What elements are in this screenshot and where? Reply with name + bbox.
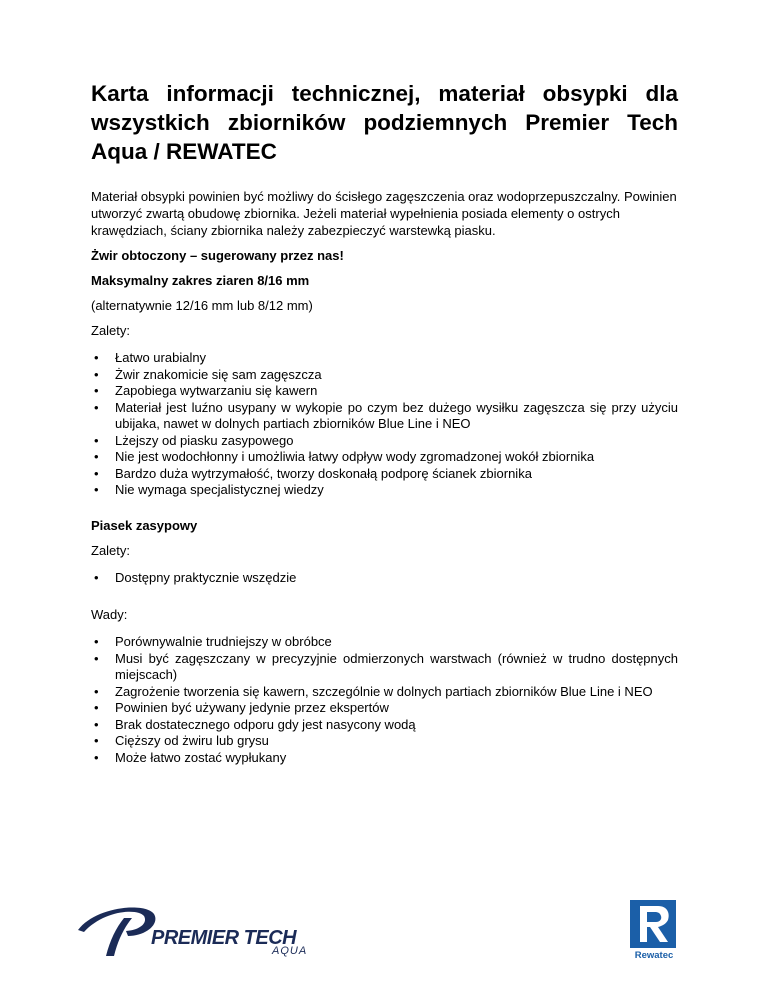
sand-heading: Piasek zasypowy [91,517,198,533]
list-item: • Porównywalnie trudniejszy w obróbce [91,634,678,651]
gravel-advantages-label: Zalety: [91,323,131,338]
intro-paragraph: Materiał obsypki powinien być możliwy do ścisłego zagęszczenia oraz wodoprzepuszczalny. Powinien utworzyć zwartą obudowę zbiornika. Jeżeli materiał wypełnienia posiada elementy o ostrych krawędziach, ściany zbiornika należy zabezpieczyć warstewką piasku. [91,189,677,238]
list-item: • Nie wymaga specjalistycznej wiedzy [91,482,678,499]
grain-alternative: (alternatywnie 12/16 mm lub 8/12 mm) [91,298,313,313]
rewatec-wordmark: Rewatec [634,950,674,961]
gravel-heading: Żwir obtoczony – sugerowany przez nas! [91,248,344,263]
list-item: • Może łatwo zostać wypłukany [91,750,678,767]
premier-tech-wordmark: PREMIER TECH [151,927,297,949]
list-item: • Brak dostatecznego odporu gdy jest nasycony wodą [91,717,678,734]
list-item: • Nie jest wodochłonny i umożliwia łatwy odpływ wody zgromadzonej wokół zbiornika [91,449,678,466]
list-item: • Cięższy od żwiru lub grysu [91,733,678,750]
list-item: • Lżejszy od piasku zasypowego [91,433,678,450]
gravel-advantages-list [91,350,678,499]
document-page [91,79,678,766]
sand-advantages-list [91,570,678,587]
list-item: • Łatwo urabialny [91,350,678,367]
list-item: • Materiał jest luźno usypany w wykopie po czym bez dużego wysiłku zagęszcza się przy użyciu ubijaka, nawet w dolnych partiach zbiorników Blue Line i NEO [91,400,678,433]
list-item: • Powinien być używany jedynie przez ekspertów [91,700,678,717]
list-item: • Dostępny praktycznie wszędzie [91,570,678,587]
sand-advantages-label: Zalety: [91,542,131,558]
list-item: • Musi być zagęszczany w precyzyjnie odmierzonych warstwach (również w trudno dostępnych miejscach) [91,651,678,684]
list-item: • Bardzo duża wytrzymałość, tworzy doskonałą podporę ścianek zbiornika [91,466,678,483]
sand-disadvantages-list [91,634,678,766]
sand-disadvantages-label: Wady: [91,607,128,622]
list-item: • Zapobiega wytwarzaniu się kawern [91,383,678,400]
list-item: • Żwir znakomicie się sam zagęszcza [91,367,678,384]
premier-tech-aqua-label: AQUA [272,945,308,957]
page-title: Karta informacji technicznej, materiał obsypki dla wszystkich zbiorników podziemnych Premier Tech Aqua / REWATEC [91,81,678,164]
grain-range-heading: Maksymalny zakres ziaren 8/16 mm [91,273,310,288]
list-item: • Zagrożenie tworzenia się kawern, szczególnie w dolnych partiach zbiorników Blue Line i NEO [91,684,678,701]
